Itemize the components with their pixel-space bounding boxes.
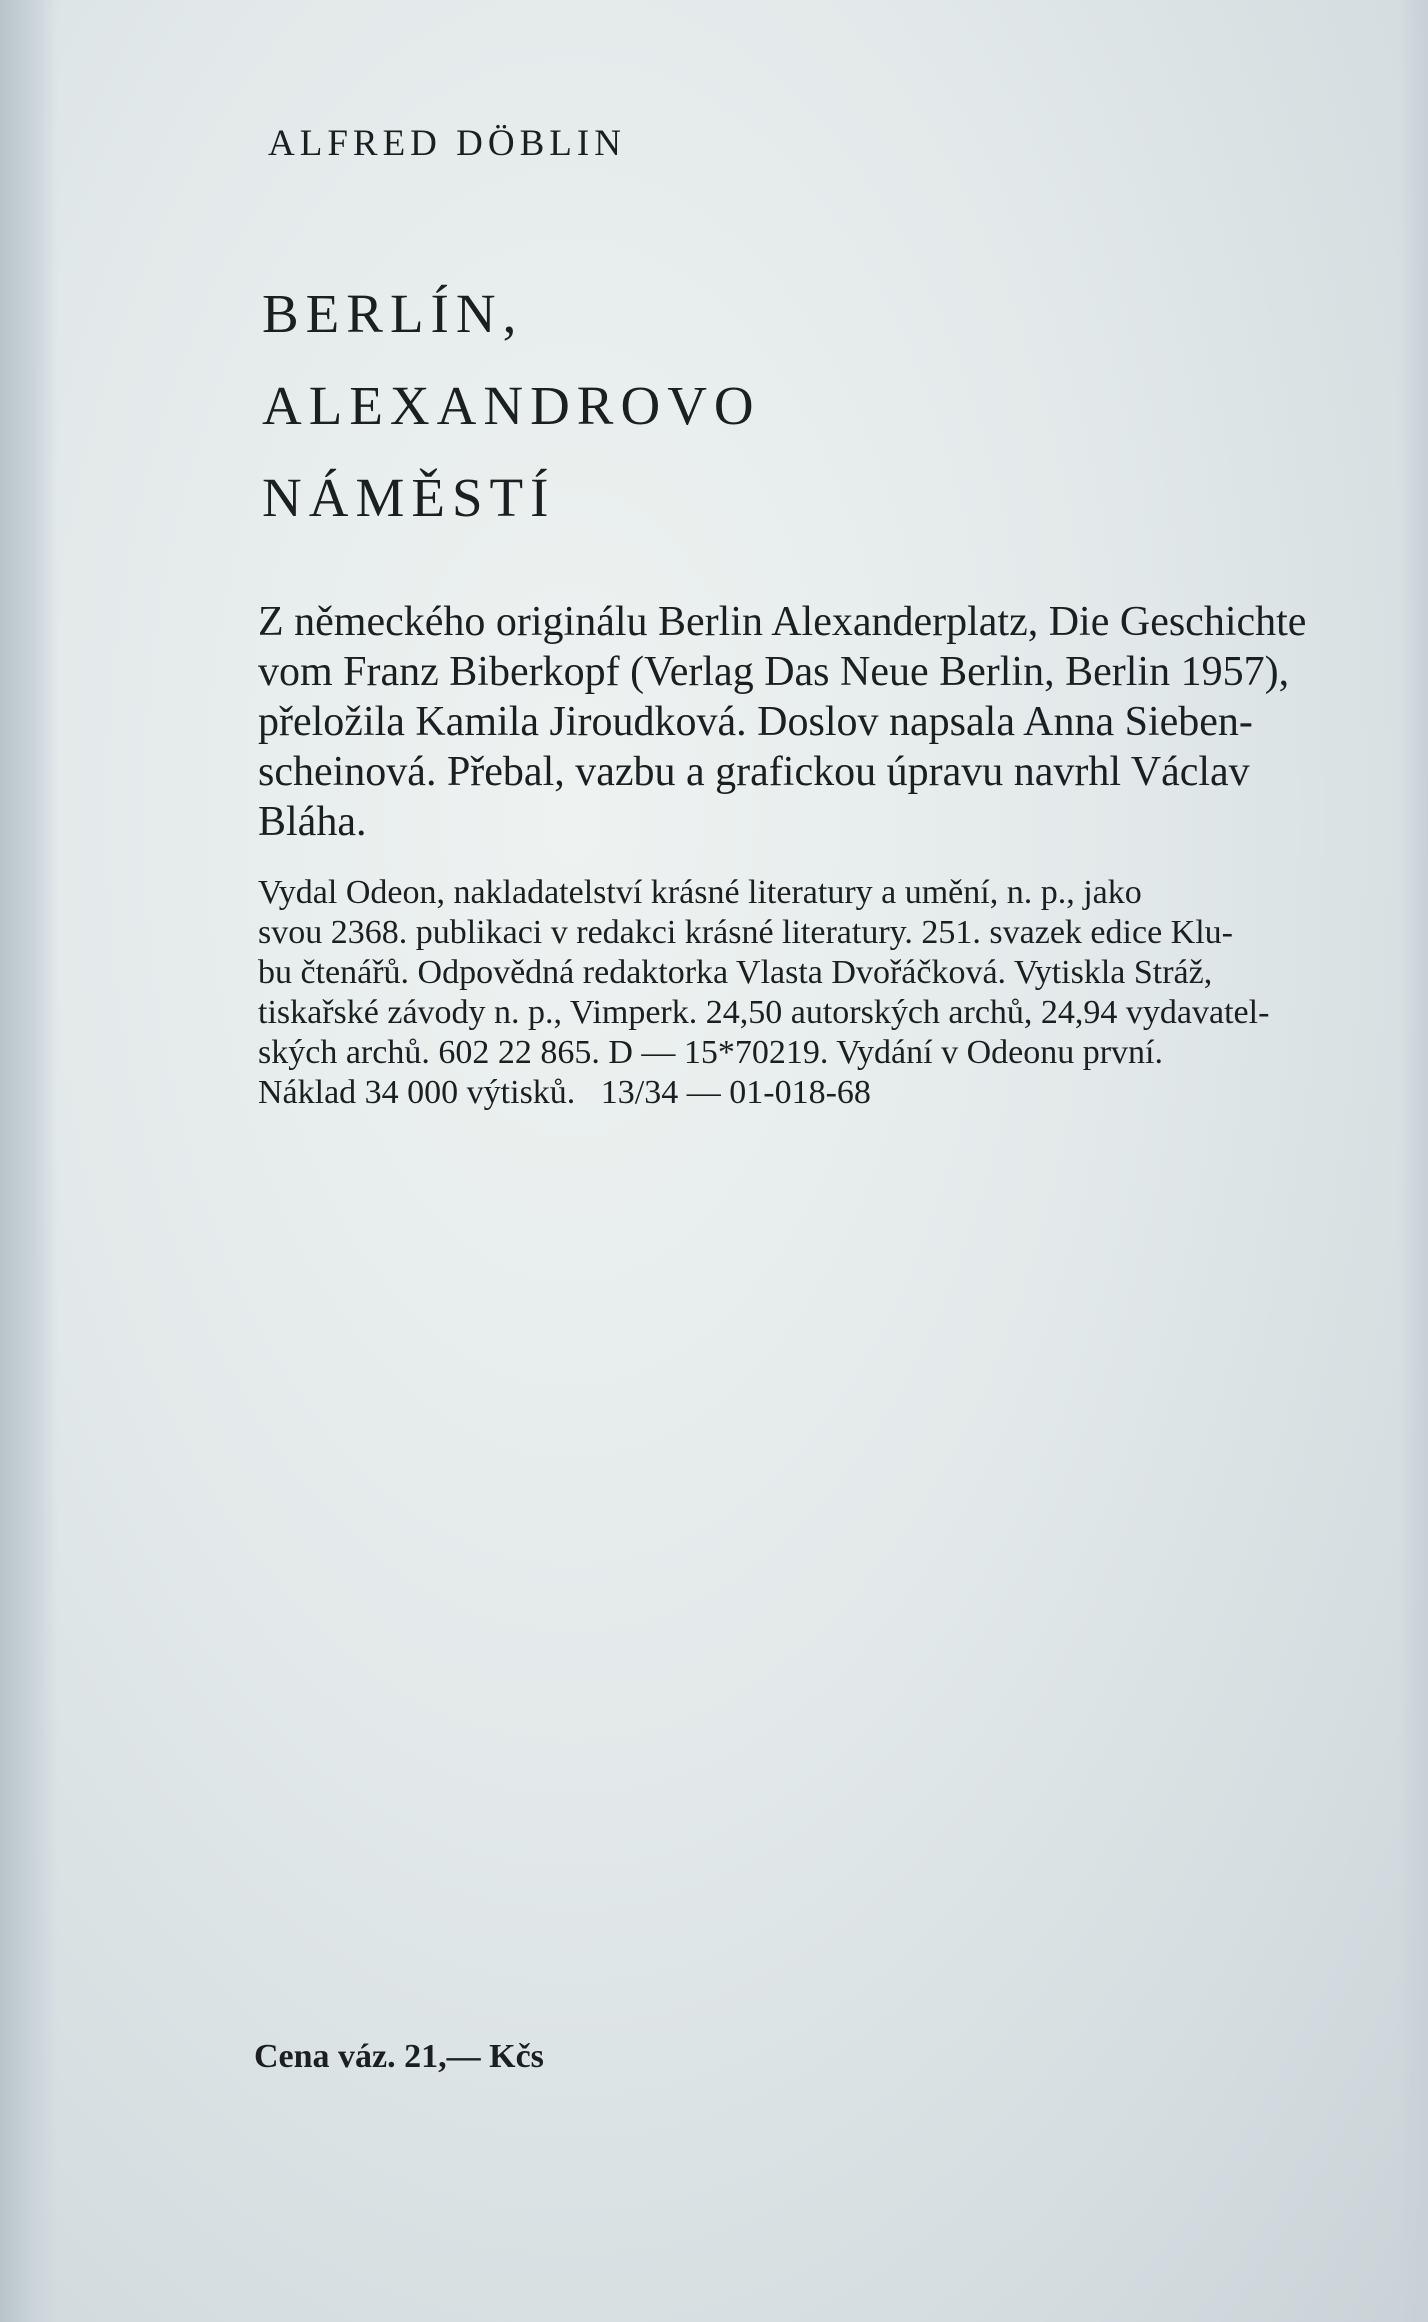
imprint-line: bu čtenářů. Odpovědná redaktorka Vlasta Dvořáčková. Vytiskla Stráž, [258,954,1213,991]
credits-line: vom Franz Biberkopf (Verlag Das Neue Berlin, Berlin 1957), [258,649,1290,695]
book-title [262,268,761,544]
credits-line: Z německého originálu Berlin Alexanderplatz, Die Geschichte [258,599,1307,645]
imprint-line: Náklad 34 000 výtisků. 13/34 — 01-018-68 [258,1074,871,1111]
credits-line: přeložila Kamila Jiroudková. Doslov napsala Anna Sieben- [258,699,1253,745]
title-line: BERLÍN, [262,283,524,344]
credits-line: scheinová. Přebal, vazbu a grafickou úpravu navrhl Václav [258,749,1250,795]
publisher-imprint [258,873,1420,1113]
imprint-line: svou 2368. publikaci v redakci krásné literatury. 251. svazek edice Klu- [258,914,1233,951]
imprint-line: tiskařské závody n. p., Vimperk. 24,50 autorských archů, 24,94 vydavatel- [258,994,1270,1031]
page-right-shadow [1398,0,1428,2322]
imprint-line: ských archů. 602 22 865. D — 15*70219. Vydání v Odeonu první. [258,1034,1164,1071]
imprint-line: Vydal Odeon, nakladatelství krásné literatury a umění, n. p., jako [258,874,1142,911]
price-label: Cena váz. 21,— Kčs [254,2038,544,2075]
credits-line: Bláha. [258,799,367,845]
translation-credits [258,597,1420,847]
title-line: ALEXANDROVO [262,375,761,436]
author-name: ALFRED DÖBLIN [268,123,626,164]
page-left-shadow [0,0,58,2322]
title-line: NÁMĚSTÍ [262,467,556,528]
